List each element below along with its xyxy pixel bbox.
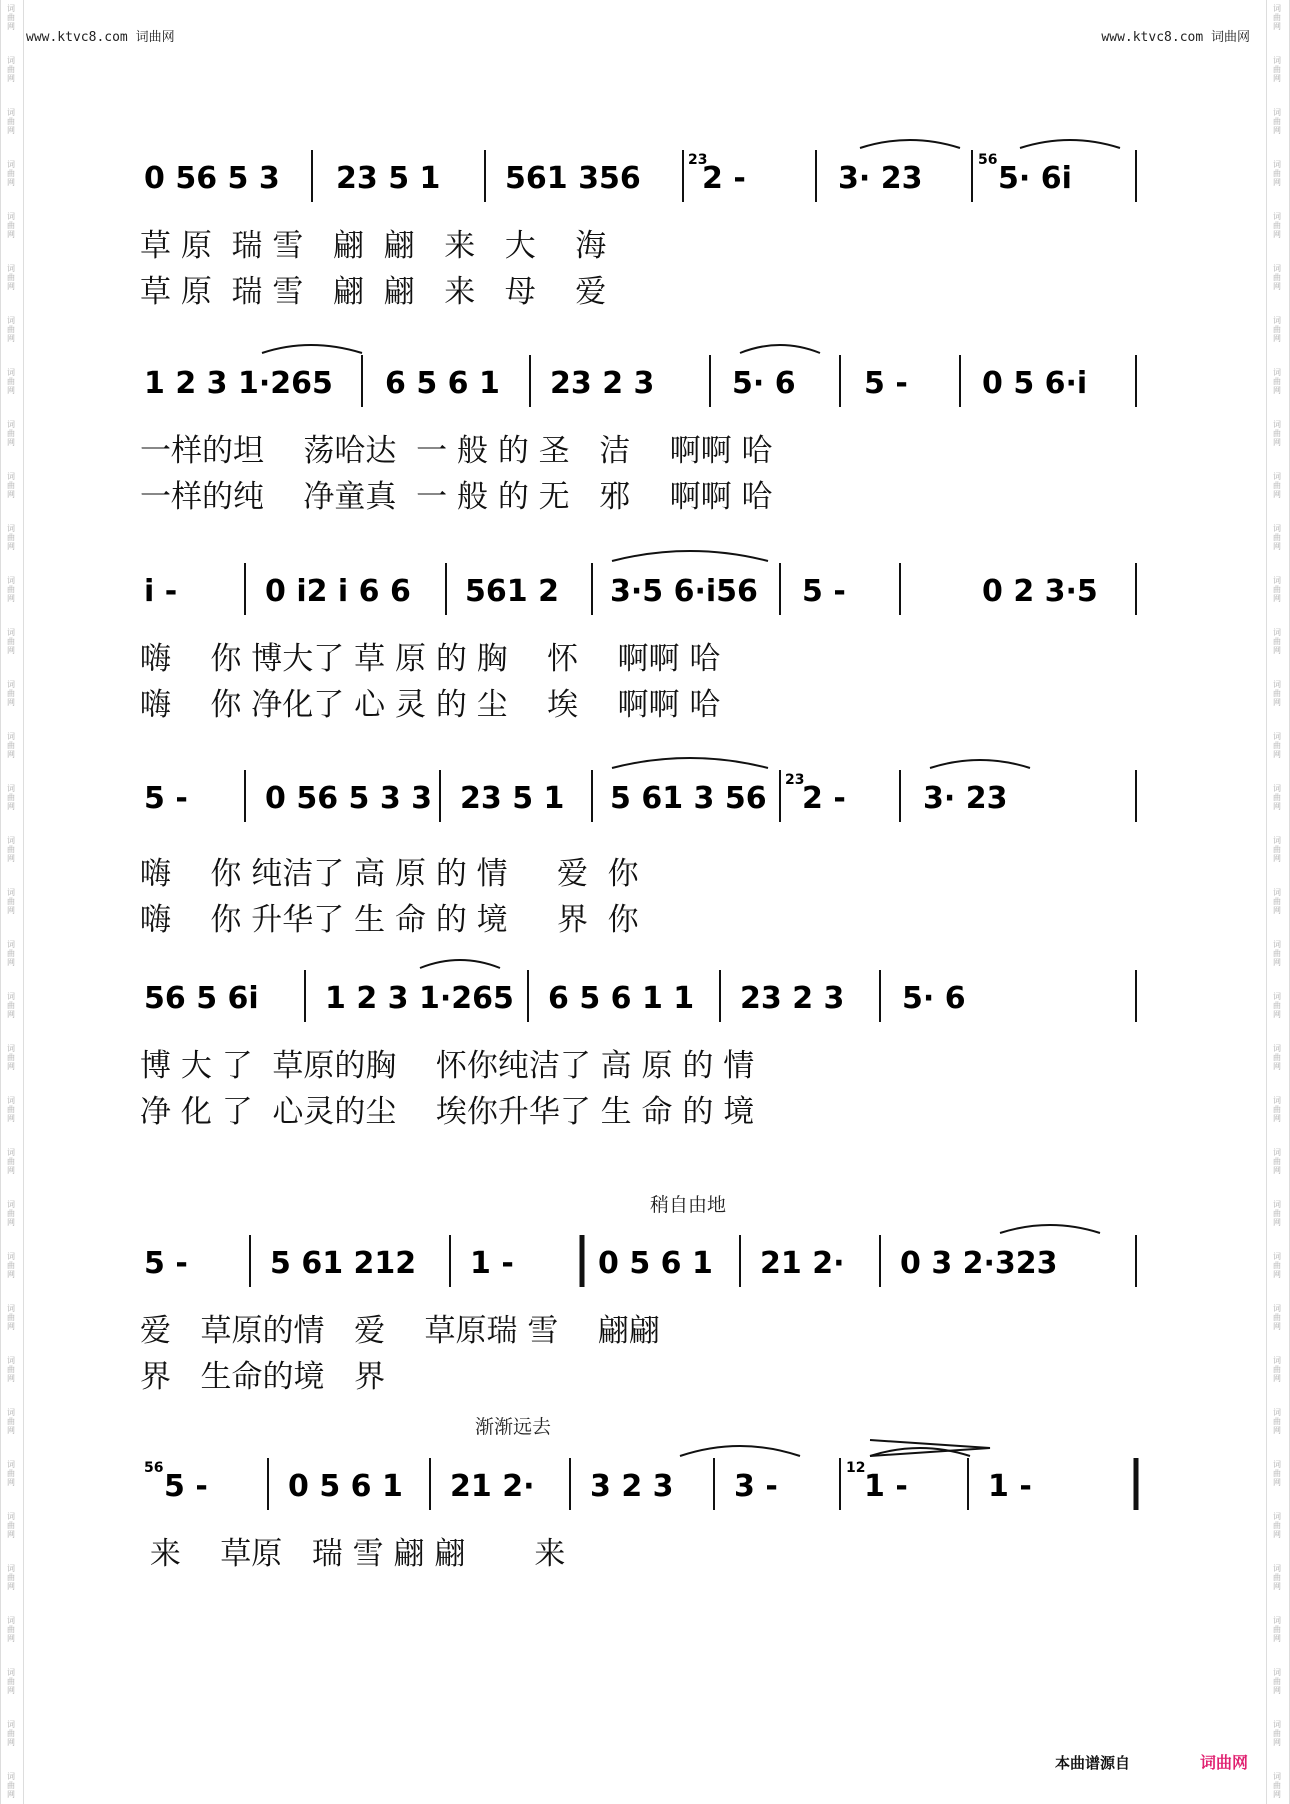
note-group: 3 2 3 (590, 1469, 674, 1504)
side-watermark: 词 曲 网 (1273, 732, 1281, 759)
side-watermark: 词 曲 网 (7, 1408, 15, 1435)
side-watermark: 词 曲 网 (1273, 1408, 1281, 1435)
grace-note: 56 (978, 152, 998, 168)
notation-line-6 (140, 1225, 1148, 1295)
side-watermark: 词 曲 网 (7, 368, 15, 395)
side-watermark: 词 曲 网 (7, 1096, 15, 1123)
side-watermark: 词 曲 网 (1273, 472, 1281, 499)
side-watermark: 词 曲 网 (1273, 368, 1281, 395)
grace-note: 12 (846, 1460, 866, 1476)
side-watermark: 词 曲 网 (1273, 784, 1281, 811)
side-watermark: 词 曲 网 (7, 108, 15, 135)
side-watermark: 词 曲 网 (7, 264, 15, 291)
notation-svg-7 (140, 1448, 1148, 1518)
lyric-line-6a: 爱 草原的情 爱 草原瑞 雪 翩翩 (140, 1313, 660, 1349)
side-watermark: 词 曲 网 (7, 1252, 15, 1279)
side-watermark: 词 曲 网 (7, 628, 15, 655)
note-group: 0 5 6 1 (598, 1246, 713, 1281)
note-group: 5· 6 (902, 981, 966, 1016)
side-watermark: 词 曲 网 (1273, 940, 1281, 967)
lyric-line-4b: 嗨 你 升华了 生 命 的 境 界 你 (140, 902, 639, 938)
side-watermark: 词 曲 网 (7, 1512, 15, 1539)
right-margin-strip (1266, 0, 1290, 1804)
note-group: 5 61 212 (270, 1246, 417, 1281)
slur (1000, 1225, 1100, 1233)
side-watermark: 词 曲 网 (1273, 1252, 1281, 1279)
side-watermark: 词 曲 网 (7, 212, 15, 239)
note-group: 561 356 (505, 161, 641, 196)
side-watermark: 词 曲 网 (1273, 1564, 1281, 1591)
note-group: 23 2 3 (740, 981, 845, 1016)
side-watermark: 词 曲 网 (7, 1304, 15, 1331)
notation-line-2 (140, 345, 1148, 415)
side-watermark: 词 曲 网 (1273, 628, 1281, 655)
note-group: 1 2 3 1·265 (325, 981, 514, 1016)
note-group: 5 - (802, 574, 846, 609)
side-watermark: 词 曲 网 (1273, 524, 1281, 551)
lyric-line-2a: 一样的坦 荡哈达 一 般 的 圣 洁 啊啊 哈 (140, 433, 773, 469)
side-watermark: 词 曲 网 (1273, 1720, 1281, 1747)
side-watermark: 词 曲 网 (7, 576, 15, 603)
side-watermark: 词 曲 网 (1273, 420, 1281, 447)
note-group: 0 56 5 3 3 (265, 781, 433, 816)
side-watermark: 词 曲 网 (1273, 1616, 1281, 1643)
lyric-line-2b: 一样的纯 净童真 一 般 的 无 邪 啊啊 哈 (140, 479, 773, 515)
side-watermark: 词 曲 网 (7, 1772, 15, 1799)
lyric-line-1a: 草 原 瑞 雪 翩 翩 来 大 海 (140, 228, 607, 264)
side-watermark: 词 曲 网 (7, 1668, 15, 1695)
side-watermark: 词 曲 网 (7, 680, 15, 707)
note-group: 56 5 6i (144, 981, 259, 1016)
notation-svg-5 (140, 960, 1148, 1030)
side-watermark: 词 曲 网 (7, 316, 15, 343)
note-group: 6 5 6 1 1 (548, 981, 695, 1016)
grace-note: 56 (144, 1460, 164, 1476)
brand-label: 词曲网 (1200, 1753, 1249, 1772)
side-watermark: 词 曲 网 (7, 4, 15, 31)
note-group: 0 2 3·5 (982, 574, 1098, 609)
side-watermark: 词 曲 网 (1273, 1304, 1281, 1331)
side-watermark: 词 曲 网 (1273, 1200, 1281, 1227)
note-group: 21 2· (450, 1469, 535, 1504)
side-watermark: 词 曲 网 (1273, 1668, 1281, 1695)
notation-line-4 (140, 760, 1148, 830)
side-watermark: 词 曲 网 (7, 1720, 15, 1747)
side-watermark: 词 曲 网 (7, 160, 15, 187)
side-watermark: 词 曲 网 (1273, 264, 1281, 291)
note-group: 5 - (144, 1246, 188, 1281)
note-group: 0 3 2·323 (900, 1246, 1058, 1281)
side-watermark: 词 曲 网 (1273, 576, 1281, 603)
side-watermark: 词 曲 网 (1273, 1512, 1281, 1539)
slur (612, 551, 768, 561)
side-watermark: 词 曲 网 (1273, 316, 1281, 343)
note-group: i - (144, 574, 178, 609)
slur (420, 960, 500, 968)
tempo-direction-1: 稍自由地 (650, 1194, 727, 1216)
side-watermark: 词 曲 网 (1273, 1356, 1281, 1383)
notation-svg-4 (140, 760, 1148, 830)
slur (930, 760, 1030, 768)
side-watermark: 词 曲 网 (1273, 888, 1281, 915)
note-group: 23 5 1 (336, 161, 441, 196)
slur (680, 1446, 800, 1456)
side-watermark: 词 曲 网 (7, 732, 15, 759)
notation-line-7 (140, 1448, 1148, 1518)
side-watermark: 词 曲 网 (1273, 1044, 1281, 1071)
slur (740, 345, 820, 353)
side-watermark: 词 曲 网 (7, 472, 15, 499)
note-group: 5 - (144, 781, 188, 816)
side-watermark: 词 曲 网 (7, 940, 15, 967)
lyric-line-4a: 嗨 你 纯洁了 高 原 的 情 爱 你 (140, 856, 639, 892)
notation-svg-3 (140, 553, 1148, 623)
note-group: 561 2 (465, 574, 559, 609)
side-watermark: 词 曲 网 (7, 1044, 15, 1071)
header-site-left: www.ktvc8.com 词曲网 (26, 30, 175, 45)
side-watermark: 词 曲 网 (7, 1200, 15, 1227)
grace-note: 23 (688, 152, 708, 168)
side-watermark: 词 曲 网 (1273, 4, 1281, 31)
side-watermark: 词 曲 网 (7, 992, 15, 1019)
notation-line-5 (140, 960, 1148, 1030)
source-label: 本曲谱源自 (1055, 1754, 1131, 1772)
side-watermark: 词 曲 网 (7, 1564, 15, 1591)
side-watermark: 词 曲 网 (7, 524, 15, 551)
note-group: 1 2 3 1·265 (144, 366, 333, 401)
note-group: 23 2 3 (550, 366, 655, 401)
slur (860, 140, 960, 148)
note-group: 0 5 6·i (982, 366, 1088, 401)
side-watermark: 词 曲 网 (7, 1616, 15, 1643)
note-group: 5· 6i (998, 161, 1072, 196)
lyric-line-6b: 界 生命的境 界 (140, 1359, 386, 1395)
side-watermark: 词 曲 网 (7, 1356, 15, 1383)
note-group: 5 - (864, 366, 908, 401)
note-group: 23 5 1 (460, 781, 565, 816)
note-group: 3· 23 (838, 161, 923, 196)
note-group: 0 i2 i 6 6 (265, 574, 411, 609)
side-watermark: 词 曲 网 (1273, 1096, 1281, 1123)
note-group: 5 61 3 56 (610, 781, 767, 816)
note-group: 3 - (734, 1469, 778, 1504)
side-watermark: 词 曲 网 (7, 1460, 15, 1487)
lyric-line-5a: 博 大 了 草原的胸 怀你纯洁了 高 原 的 情 (140, 1048, 755, 1084)
side-watermark: 词 曲 网 (7, 888, 15, 915)
note-group: 21 2· (760, 1246, 845, 1281)
note-group: 5 - (164, 1469, 208, 1504)
slur (1020, 140, 1120, 148)
lyric-line-7: 来 草原 瑞 雪 翩 翩 来 (140, 1536, 566, 1572)
side-watermark: 词 曲 网 (1273, 108, 1281, 135)
notation-svg-2 (140, 345, 1148, 415)
notation-svg-6 (140, 1225, 1148, 1295)
note-group: 2 - (802, 781, 846, 816)
lyric-line-1b: 草 原 瑞 雪 翩 翩 来 母 爱 (140, 274, 607, 310)
tempo-direction-2: 渐渐远去 (475, 1416, 552, 1438)
note-group: 0 5 6 1 (288, 1469, 403, 1504)
side-watermark: 词 曲 网 (1273, 1772, 1281, 1799)
slur (262, 345, 362, 353)
slur (612, 758, 768, 768)
side-watermark: 词 曲 网 (1273, 1460, 1281, 1487)
lyric-line-3b: 嗨 你 净化了 心 灵 的 尘 埃 啊啊 哈 (140, 687, 721, 723)
side-watermark: 词 曲 网 (1273, 992, 1281, 1019)
note-group: 5· 6 (732, 366, 796, 401)
side-watermark: 词 曲 网 (1273, 56, 1281, 83)
side-watermark: 词 曲 网 (1273, 1148, 1281, 1175)
side-watermark: 词 曲 网 (1273, 680, 1281, 707)
side-watermark: 词 曲 网 (7, 420, 15, 447)
note-group: 0 56 5 3 (144, 161, 280, 196)
note-group: 1 - (864, 1469, 908, 1504)
note-group: 3· 23 (923, 781, 1008, 816)
note-group: 3·5 6·i56 (610, 574, 758, 609)
header-site-right: www.ktvc8.com 词曲网 (1101, 30, 1250, 45)
note-group: 1 - (988, 1469, 1032, 1504)
notation-line-3 (140, 553, 1148, 623)
lyric-line-3a: 嗨 你 博大了 草 原 的 胸 怀 啊啊 哈 (140, 641, 721, 677)
left-margin-strip (0, 0, 24, 1804)
side-watermark: 词 曲 网 (1273, 212, 1281, 239)
note-group: 1 - (470, 1246, 514, 1281)
side-watermark: 词 曲 网 (1273, 836, 1281, 863)
notation-svg-1 (140, 140, 1148, 210)
side-watermark: 词 曲 网 (7, 56, 15, 83)
side-watermark: 词 曲 网 (7, 836, 15, 863)
note-group: 6 5 6 1 (385, 366, 500, 401)
side-watermark: 词 曲 网 (7, 1148, 15, 1175)
side-watermark: 词 曲 网 (1273, 160, 1281, 187)
grace-note: 23 (785, 772, 805, 788)
note-group: 2 - (702, 161, 746, 196)
notation-line-1 (140, 140, 1148, 210)
lyric-line-5b: 净 化 了 心灵的尘 埃你升华了 生 命 的 境 (140, 1094, 755, 1130)
side-watermark: 词 曲 网 (7, 784, 15, 811)
